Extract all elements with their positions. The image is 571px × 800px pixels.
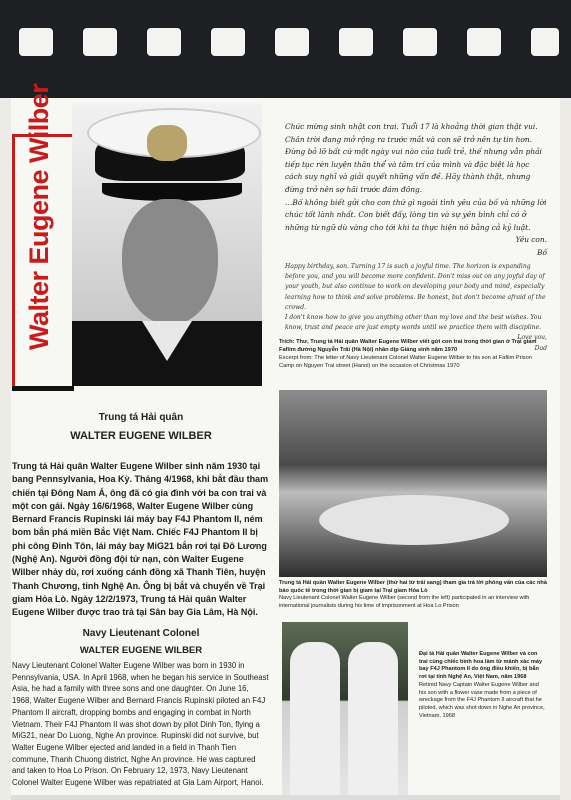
interview-table	[319, 495, 509, 545]
letter-signoff: Love you,	[517, 334, 547, 342]
interview-photo	[279, 390, 547, 577]
film-hole	[147, 28, 181, 56]
father-son-photo	[282, 622, 408, 795]
person-figure	[290, 642, 340, 795]
letter-paragraph: Happy birthday, son. Turning 17 is such a joyful time. The horizon is expanding before you, and you will become more confident. Don't miss out on any joyful day of your youth, but also continue to work on developing your body and mind, especially learning how to think and solve problems. Be honest, but don't become afraid of the crowd.	[285, 263, 546, 311]
excerpt-vi: Trích: Thư, Trung tá Hải quân Walter Eugene Wilber viết gửi con trai trong thời gian ở Trại giam Fafiim đường Nguyễn Trãi (Hà Nội) nhân dịp Giáng sinh năm 1970	[279, 339, 537, 353]
film-hole	[211, 28, 245, 56]
film-hole	[275, 28, 309, 56]
father-son-caption-en: Retired Navy Captain Walter Eugene Wilber and his son with a flower vase made from a piece of wreckage from the F4J Phantom II aircraft that he piloted, which was shot down in Nghe An province, Vietnam, 1968	[419, 681, 545, 719]
film-hole	[19, 28, 53, 56]
film-hole	[403, 28, 437, 56]
film-hole	[83, 28, 117, 56]
vi-rank-heading: Trung tá Hải quân	[98, 412, 184, 423]
face	[122, 199, 218, 325]
en-name-heading: WALTER EUGENE WILBER	[79, 645, 203, 656]
father-son-caption-vi: Đại tá Hải quân Walter Eugene Wilber và con trai cùng chiếc bình hoa làm từ mảnh xác máy bay F4J Phantom II do ông điều khiển, bị bắn rơi tại tỉnh Nghệ An, Việt Nam, năm 1968	[419, 651, 543, 681]
interview-caption-en: Navy Lieutenant Colonel Walter Eugene Wilber (second from the left) participated in an interview with international journalists during his time of imprisonment at Hoa Lo Prison	[279, 595, 530, 610]
black-accent-bar	[12, 386, 74, 391]
film-strip-header	[0, 0, 571, 98]
letter-paragraph: …Bố không biết gửi cho con thứ gì ngoài tình yêu của bố và những lời chúc tốt lành nhất. Con biết đấy, lòng tin và sự yên bình chỉ có ở những từ ngữ dù vàng cho tới khi ta thực hiện nó bằng cả kỷ luật.	[285, 197, 547, 232]
film-hole	[467, 28, 501, 56]
interview-caption-vi: Trung tá Hải quân Walter Eugene Wilber (thứ hai từ trái sang) tham gia trả lời phỏng vấn của các nhà báo quốc tế trong thời gian bị giam tại Trại giam Hỏa Lò	[279, 580, 547, 594]
letter-signature: Bố	[537, 247, 547, 257]
red-frame-line	[12, 134, 15, 390]
cap-insignia-icon	[147, 125, 187, 161]
interview-caption	[279, 580, 547, 611]
letter-signature: Dad	[534, 344, 547, 352]
father-son-caption	[419, 651, 547, 720]
panel-bottom-edge	[11, 795, 560, 800]
en-biography: Navy Lieutenant Colonel Walter Eugene Wilber was born in 1930 in Pennsylvania, USA. In April 1968, when he began his service in Southeast Asia, he had a family with three sons and one daughter. On June 16, 1968, Walter Eugene Wilber and Bernard Francis Rupinski piloted an F4J Phantom II aircraft, dropping bombs and engaging in combat in North Vietnam. Their F4J Phantom II was shot down by pilot Dinh Ton, flying a MiG21, near Do Luong, Nghe An province. Rupinski did not survive, but Walter Eugene Wilber ejected and landed in a field in Thanh Tien commune, Thanh Chuong district, Nghe An province. He was captured and taken to Hoa Lo Prison. On February 12, 1973, Navy Lieutenant Colonel Walter Eugene Wilber was repatriated at Gia Lam Airport, Hanoi.	[12, 661, 269, 788]
letter-signoff: Yêu con.	[515, 235, 547, 245]
letter-paragraph: I don't know how to give you anything other than my love and the best wishes. You know, trust and peace are just empty words until we practice them with discipline.	[285, 314, 542, 332]
portrait-photo	[72, 103, 262, 386]
film-hole	[339, 28, 373, 56]
film-hole	[531, 28, 559, 56]
letter-excerpt-caption	[279, 338, 545, 370]
person-figure	[348, 642, 398, 795]
letter-paragraph: Chúc mừng sinh nhật con trai. Tuổi 17 là khoảng thời gian thật vui. Chân trời đang mở rộng ra trước mắt và con sẽ trở nên tự tin hơn. Đừng bỏ lỡ bất cứ một ngày vui nào của tuổi trẻ, thế nhưng vẫn phải tiếp tục rèn luyện thân thể và tâm trí của mình và đặc biệt là học cách suy nghĩ và giải quyết những vấn đề. Hãy thành thật, nhưng đừng trở nên sợ hãi trước đám đông.	[285, 122, 542, 194]
vi-biography: Trung tá Hải quân Walter Eugene Wilber sinh năm 1930 tại bang Pennsylvania, Hoa Kỳ. Tháng 4/1968, khi bắt đầu tham chiến tại Đông Nam Á, ông đã có gia đình với ba con trai và một con gái. Ngày 16/6/1968, Walter Eugene Wilber cùng Bernard Francis Rupinski lái máy bay F4J Phantom II, ném bom bắn phá miền Bắc Việt Nam. Chiếc F4J Phantom II bị phi công Đinh Tôn, lái máy bay MiG21 bắn rơi tại Đô Lương (Nghệ An). Người đồng đội tử nạn, còn Walter Eugene Wilber nhảy dù, rơi xuống cánh đồng xã Thanh Tiên, huyện Thanh Chương, tỉnh Nghệ An. Ông bị bắt và chuyển về Trại giam Hỏa Lò. Ngày 12/2/1973, Trung tá Hải quân Walter Eugene Wilber được trao trả tại Sân bay Gia Lâm, Hà Nội.	[12, 461, 269, 618]
letter-vietnamese	[285, 121, 547, 260]
vertical-name-title: Walter Eugene Wilber	[24, 83, 54, 350]
vi-name-heading: WALTER EUGENE WILBER	[70, 430, 212, 442]
excerpt-en: Excerpt from: The letter of Navy Lieutenant Colonel Walter Eugene Wilber to his son at Fafiim Prison Camp on Nguyen Trai street (Hanoi) on the occasion of Christmas 1970	[279, 355, 532, 369]
en-rank-heading: Navy Lieutenant Colonel	[82, 628, 200, 639]
